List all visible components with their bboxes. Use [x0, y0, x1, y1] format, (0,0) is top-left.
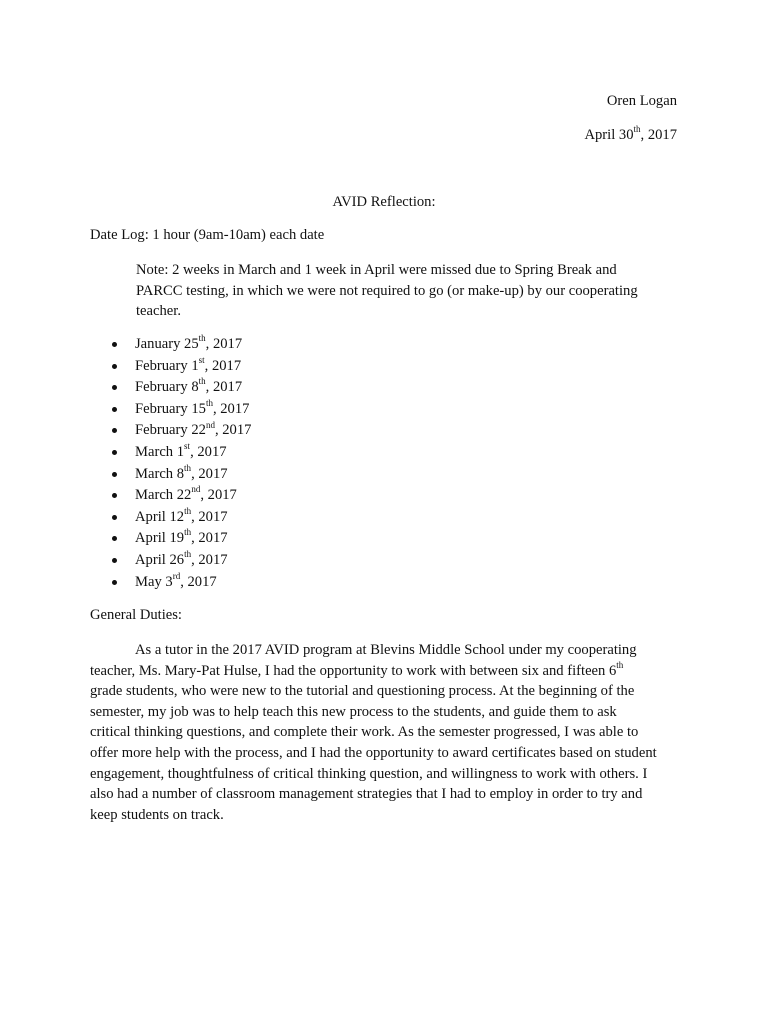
date-list-item: February 15th, 2017 [112, 399, 251, 421]
paragraph-line: grade students, who were new to the tutorial and questioning process. At the beginning of the [90, 683, 635, 700]
author-name: Oren Logan [606, 93, 677, 109]
date-list-item: January 25th, 2017 [112, 334, 251, 356]
general-duties-heading: General Duties: [90, 607, 182, 623]
note-line: teacher. [136, 303, 181, 320]
date-list-item: May 3rd, 2017 [112, 572, 251, 594]
paragraph-line: keep students on track. [90, 806, 224, 823]
paragraph-line: also had a number of classroom management strategies that I had to employ in order to try and [90, 786, 643, 803]
paragraph-line: semester, my job was to help teach this new process to the students, and guide them to ask [90, 703, 617, 720]
date-list-item: February 22nd, 2017 [112, 420, 251, 442]
note-line: PARCC testing, in which we were not required to go (or make-up) by our cooperating [136, 282, 638, 299]
paragraph-line: As a tutor in the 2017 AVID program at Blevins Middle School under my cooperating [135, 642, 637, 658]
paragraph-line: teacher, Ms. Mary-Pat Hulse, I had the opportunity to work with between six and fifteen 6th [90, 659, 624, 679]
date-list-item: February 8th, 2017 [112, 377, 251, 399]
date-list-item: February 1st, 2017 [112, 356, 251, 378]
date-log-note [136, 260, 696, 322]
date-log-label: Date Log: 1 hour (9am-10am) each date [90, 227, 325, 243]
date-list-item: March 8th, 2017 [112, 464, 251, 486]
note-line: Note: 2 weeks in March and 1 week in April were missed due to Spring Break and [136, 262, 617, 278]
general-duties-paragraph [90, 640, 690, 825]
paragraph-line: offer more help with the process, and I had the opportunity to award certificates based on student [90, 744, 657, 761]
date-list-item: March 22nd, 2017 [112, 485, 251, 507]
date-list-item: April 12th, 2017 [112, 507, 251, 529]
paragraph-line: engagement, thoughtfulness of critical thinking question, and willingness to work with others. I [90, 765, 648, 782]
paragraph-line: critical thinking questions, and complete their work. As the semester progressed, I was able to [90, 724, 639, 741]
date-list-item: April 26th, 2017 [112, 550, 251, 572]
date-list [112, 334, 251, 593]
date-list-item: April 19th, 2017 [112, 528, 251, 550]
document-date: April 30th, 2017 [584, 124, 677, 143]
document-title: AVID Reflection: [332, 194, 436, 210]
date-list-item: March 1st, 2017 [112, 442, 251, 464]
